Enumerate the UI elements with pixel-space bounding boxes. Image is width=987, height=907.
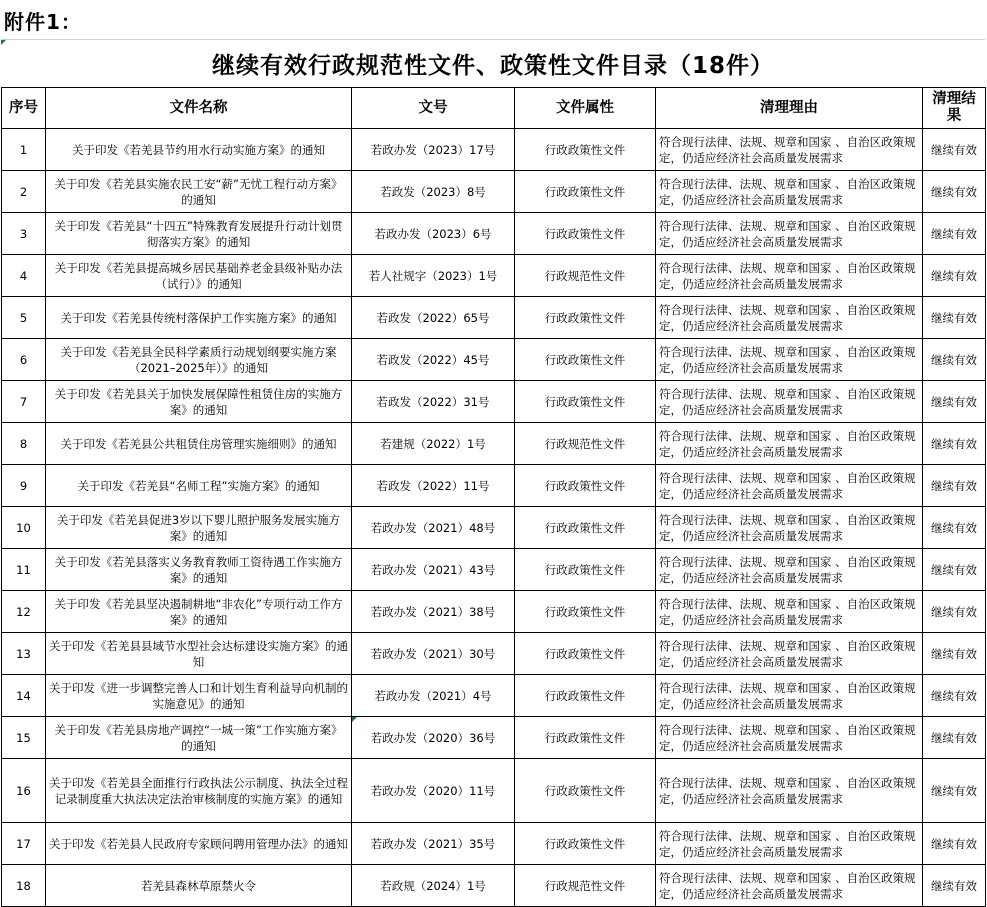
- table-row: [2, 549, 986, 591]
- row-attribute: 行政政策性文件: [515, 675, 656, 717]
- row-doc-no: 若政办发（2021）35号: [352, 823, 515, 865]
- row-result: 继续有效: [923, 507, 986, 549]
- row-file-name: 关于印发《若羌县“十四五”特殊教育发展提升行动计划贯彻落实方案》的通知: [46, 213, 352, 255]
- row-reason: 符合现行法律、法规、规章和国家 、自治区政策规定，仍适应经济社会高质量发展需求: [656, 465, 923, 507]
- attachment-label: 附件1：: [4, 10, 82, 34]
- table-row: [2, 865, 986, 907]
- row-attribute: 行政政策性文件: [515, 507, 656, 549]
- table-row: [2, 423, 986, 465]
- document-title: [1, 39, 985, 87]
- row-seq: 7: [2, 381, 46, 423]
- row-result: 继续有效: [923, 717, 986, 759]
- row-attribute: 行政政策性文件: [515, 465, 656, 507]
- row-file-name: 关于印发《进一步调整完善人口和计划生育利益导向机制的实施意见》的通知: [46, 675, 352, 717]
- row-file-name: 关于印发《若羌县关于加快发展保障性租赁住房的实施方案》的通知: [46, 381, 352, 423]
- row-reason: 符合现行法律、法规、规章和国家 、自治区政策规定，仍适应经济社会高质量发展需求: [656, 675, 923, 717]
- row-doc-no: 若政办发（2023）6号: [352, 213, 515, 255]
- row-file-name: 关于印发《若羌县促进3岁以下婴儿照护服务发展实施方案》的通知: [46, 507, 352, 549]
- table-row: [2, 381, 986, 423]
- row-attribute: 行政政策性文件: [515, 339, 656, 381]
- row-result: 继续有效: [923, 171, 986, 213]
- row-seq: 11: [2, 549, 46, 591]
- row-doc-no: 若政办发（2020）36号: [352, 717, 515, 759]
- row-doc-no: 若人社规字（2023）1号: [352, 255, 515, 297]
- row-seq: 6: [2, 339, 46, 381]
- row-attribute: 行政政策性文件: [515, 823, 656, 865]
- row-seq: 5: [2, 297, 46, 339]
- row-doc-no: 若政办发（2021）30号: [352, 633, 515, 675]
- row-reason: 符合现行法律、法规、规章和国家 、自治区政策规定，仍适应经济社会高质量发展需求: [656, 759, 923, 823]
- row-attribute: 行政政策性文件: [515, 549, 656, 591]
- row-result: 继续有效: [923, 213, 986, 255]
- row-file-name: 关于印发《若羌县实施农民工安“薪”无忧工程行动方案》的通知: [46, 171, 352, 213]
- header-name: 文件名称: [46, 88, 352, 129]
- row-reason: 符合现行法律、法规、规章和国家 、自治区政策规定，仍适应经济社会高质量发展需求: [656, 591, 923, 633]
- table-row: [2, 129, 986, 171]
- row-result: 继续有效: [923, 423, 986, 465]
- row-file-name: 关于印发《若羌县房地产调控“一城一策”工作实施方案》的通知: [46, 717, 352, 759]
- row-doc-no: 若政办发（2020）11号: [352, 759, 515, 823]
- row-reason: 符合现行法律、法规、规章和国家 、自治区政策规定，仍适应经济社会高质量发展需求: [656, 865, 923, 907]
- row-seq: 2: [2, 171, 46, 213]
- row-result: 继续有效: [923, 591, 986, 633]
- header-doc-no: 文号: [352, 88, 515, 129]
- row-reason: 符合现行法律、法规、规章和国家 、自治区政策规定，仍适应经济社会高质量发展需求: [656, 255, 923, 297]
- row-doc-no: 若政办发（2021）43号: [352, 549, 515, 591]
- cell-comment-marker: [1, 40, 6, 45]
- header-attribute: 文件属性: [515, 88, 656, 129]
- row-doc-no: 若政办发（2023）17号: [352, 129, 515, 171]
- row-result: 继续有效: [923, 129, 986, 171]
- row-attribute: 行政规范性文件: [515, 865, 656, 907]
- row-file-name: 关于印发《若羌县落实义务教育教师工资待遇工作实施方案》的通知: [46, 549, 352, 591]
- row-seq: 16: [2, 759, 46, 823]
- row-doc-no: 若政规（2024）1号: [352, 865, 515, 907]
- row-attribute: 行政规范性文件: [515, 255, 656, 297]
- row-result: 继续有效: [923, 823, 986, 865]
- row-reason: 符合现行法律、法规、规章和国家 、自治区政策规定，仍适应经济社会高质量发展需求: [656, 297, 923, 339]
- row-seq: 4: [2, 255, 46, 297]
- row-seq: 15: [2, 717, 46, 759]
- row-attribute: 行政政策性文件: [515, 759, 656, 823]
- row-reason: 符合现行法律、法规、规章和国家 、自治区政策规定，仍适应经济社会高质量发展需求: [656, 129, 923, 171]
- row-seq: 12: [2, 591, 46, 633]
- row-reason: 符合现行法律、法规、规章和国家 、自治区政策规定，仍适应经济社会高质量发展需求: [656, 549, 923, 591]
- row-doc-no: 若政发（2022）11号: [352, 465, 515, 507]
- row-reason: 符合现行法律、法规、规章和国家 、自治区政策规定，仍适应经济社会高质量发展需求: [656, 823, 923, 865]
- row-seq: 18: [2, 865, 46, 907]
- row-file-name: 关于印发《若羌县全民科学素质行动规划纲要实施方案（2021–2025年）》的通知: [46, 339, 352, 381]
- table-body: [2, 129, 986, 907]
- row-attribute: 行政政策性文件: [515, 129, 656, 171]
- row-file-name: 关于印发《若羌县公共租赁住房管理实施细则》的通知: [46, 423, 352, 465]
- row-result: 继续有效: [923, 675, 986, 717]
- row-seq: 10: [2, 507, 46, 549]
- file-catalog-table: [1, 87, 986, 907]
- table-row: [2, 339, 986, 381]
- row-result: 继续有效: [923, 633, 986, 675]
- row-doc-no: 若建规（2022）1号: [352, 423, 515, 465]
- row-result: 继续有效: [923, 339, 986, 381]
- row-attribute: 行政政策性文件: [515, 297, 656, 339]
- row-attribute: 行政政策性文件: [515, 717, 656, 759]
- table-header-row: [2, 88, 986, 129]
- row-reason: 符合现行法律、法规、规章和国家 、自治区政策规定，仍适应经济社会高质量发展需求: [656, 381, 923, 423]
- row-seq: 8: [2, 423, 46, 465]
- table-row: [2, 823, 986, 865]
- table-row: [2, 171, 986, 213]
- row-attribute: 行政政策性文件: [515, 381, 656, 423]
- table-row: [2, 675, 986, 717]
- row-reason: 符合现行法律、法规、规章和国家 、自治区政策规定，仍适应经济社会高质量发展需求: [656, 633, 923, 675]
- row-seq: 1: [2, 129, 46, 171]
- row-file-name: 关于印发《若羌县人民政府专家顾问聘用管理办法》的通知: [46, 823, 352, 865]
- row-result: 继续有效: [923, 549, 986, 591]
- row-doc-no: 若政办发（2021）38号: [352, 591, 515, 633]
- header-result: 清理结果: [923, 88, 986, 129]
- row-file-name: 关于印发《若羌县节约用水行动实施方案》的通知: [46, 129, 352, 171]
- row-file-name: 关于印发《若羌县坚决遏制耕地“非农化”专项行动工作方案》的通知: [46, 591, 352, 633]
- row-file-name: 关于印发《若羌县全面推行行政执法公示制度、执法全过程记录制度重大执法决定法治审核制度的实施方案》的通知: [46, 759, 352, 823]
- row-reason: 符合现行法律、法规、规章和国家 、自治区政策规定，仍适应经济社会高质量发展需求: [656, 507, 923, 549]
- table-row: [2, 213, 986, 255]
- row-reason: 符合现行法律、法规、规章和国家 、自治区政策规定，仍适应经济社会高质量发展需求: [656, 213, 923, 255]
- row-seq: 14: [2, 675, 46, 717]
- row-doc-no: 若政发（2022）65号: [352, 297, 515, 339]
- row-doc-no: 若政办发（2021）4号: [352, 675, 515, 717]
- table-row: [2, 633, 986, 675]
- table-row: [2, 759, 986, 823]
- row-attribute: 行政政策性文件: [515, 171, 656, 213]
- table-row: [2, 465, 986, 507]
- table-row: [2, 297, 986, 339]
- row-attribute: 行政政策性文件: [515, 633, 656, 675]
- table-row: [2, 507, 986, 549]
- row-file-name: 关于印发《若羌县县域节水型社会达标建设实施方案》的通知: [46, 633, 352, 675]
- document-title-text: 继续有效行政规范性文件、政策性文件目录（18件）: [211, 53, 774, 79]
- row-doc-no: 若政发（2022）45号: [352, 339, 515, 381]
- row-seq: 13: [2, 633, 46, 675]
- row-attribute: 行政政策性文件: [515, 213, 656, 255]
- row-result: 继续有效: [923, 865, 986, 907]
- row-result: 继续有效: [923, 297, 986, 339]
- row-reason: 符合现行法律、法规、规章和国家 、自治区政策规定，仍适应经济社会高质量发展需求: [656, 423, 923, 465]
- row-attribute: 行政政策性文件: [515, 591, 656, 633]
- row-file-name: 若羌县森林草原禁火令: [46, 865, 352, 907]
- row-doc-no: 若政发（2023）8号: [352, 171, 515, 213]
- row-reason: 符合现行法律、法规、规章和国家 、自治区政策规定，仍适应经济社会高质量发展需求: [656, 171, 923, 213]
- row-result: 继续有效: [923, 759, 986, 823]
- table-row: [2, 591, 986, 633]
- row-reason: 符合现行法律、法规、规章和国家 、自治区政策规定，仍适应经济社会高质量发展需求: [656, 339, 923, 381]
- table-row: [2, 717, 986, 759]
- row-file-name: 关于印发《若羌县提高城乡居民基础养老金县级补贴办法（试行）》的通知: [46, 255, 352, 297]
- row-result: 继续有效: [923, 381, 986, 423]
- row-result: 继续有效: [923, 465, 986, 507]
- header-seq: 序号: [2, 88, 46, 129]
- row-file-name: 关于印发《若羌县“名师工程”实施方案》的通知: [46, 465, 352, 507]
- row-reason: 符合现行法律、法规、规章和国家 、自治区政策规定，仍适应经济社会高质量发展需求: [656, 717, 923, 759]
- row-doc-no: 若政办发（2021）48号: [352, 507, 515, 549]
- row-attribute: 行政规范性文件: [515, 423, 656, 465]
- row-seq: 9: [2, 465, 46, 507]
- row-seq: 17: [2, 823, 46, 865]
- table-row: [2, 255, 986, 297]
- row-seq: 3: [2, 213, 46, 255]
- row-file-name: 关于印发《若羌县传统村落保护工作实施方案》的通知: [46, 297, 352, 339]
- row-doc-no: 若政发（2022）31号: [352, 381, 515, 423]
- document-sheet: [1, 39, 985, 907]
- row-result: 继续有效: [923, 255, 986, 297]
- header-reason: 清理理由: [656, 88, 923, 129]
